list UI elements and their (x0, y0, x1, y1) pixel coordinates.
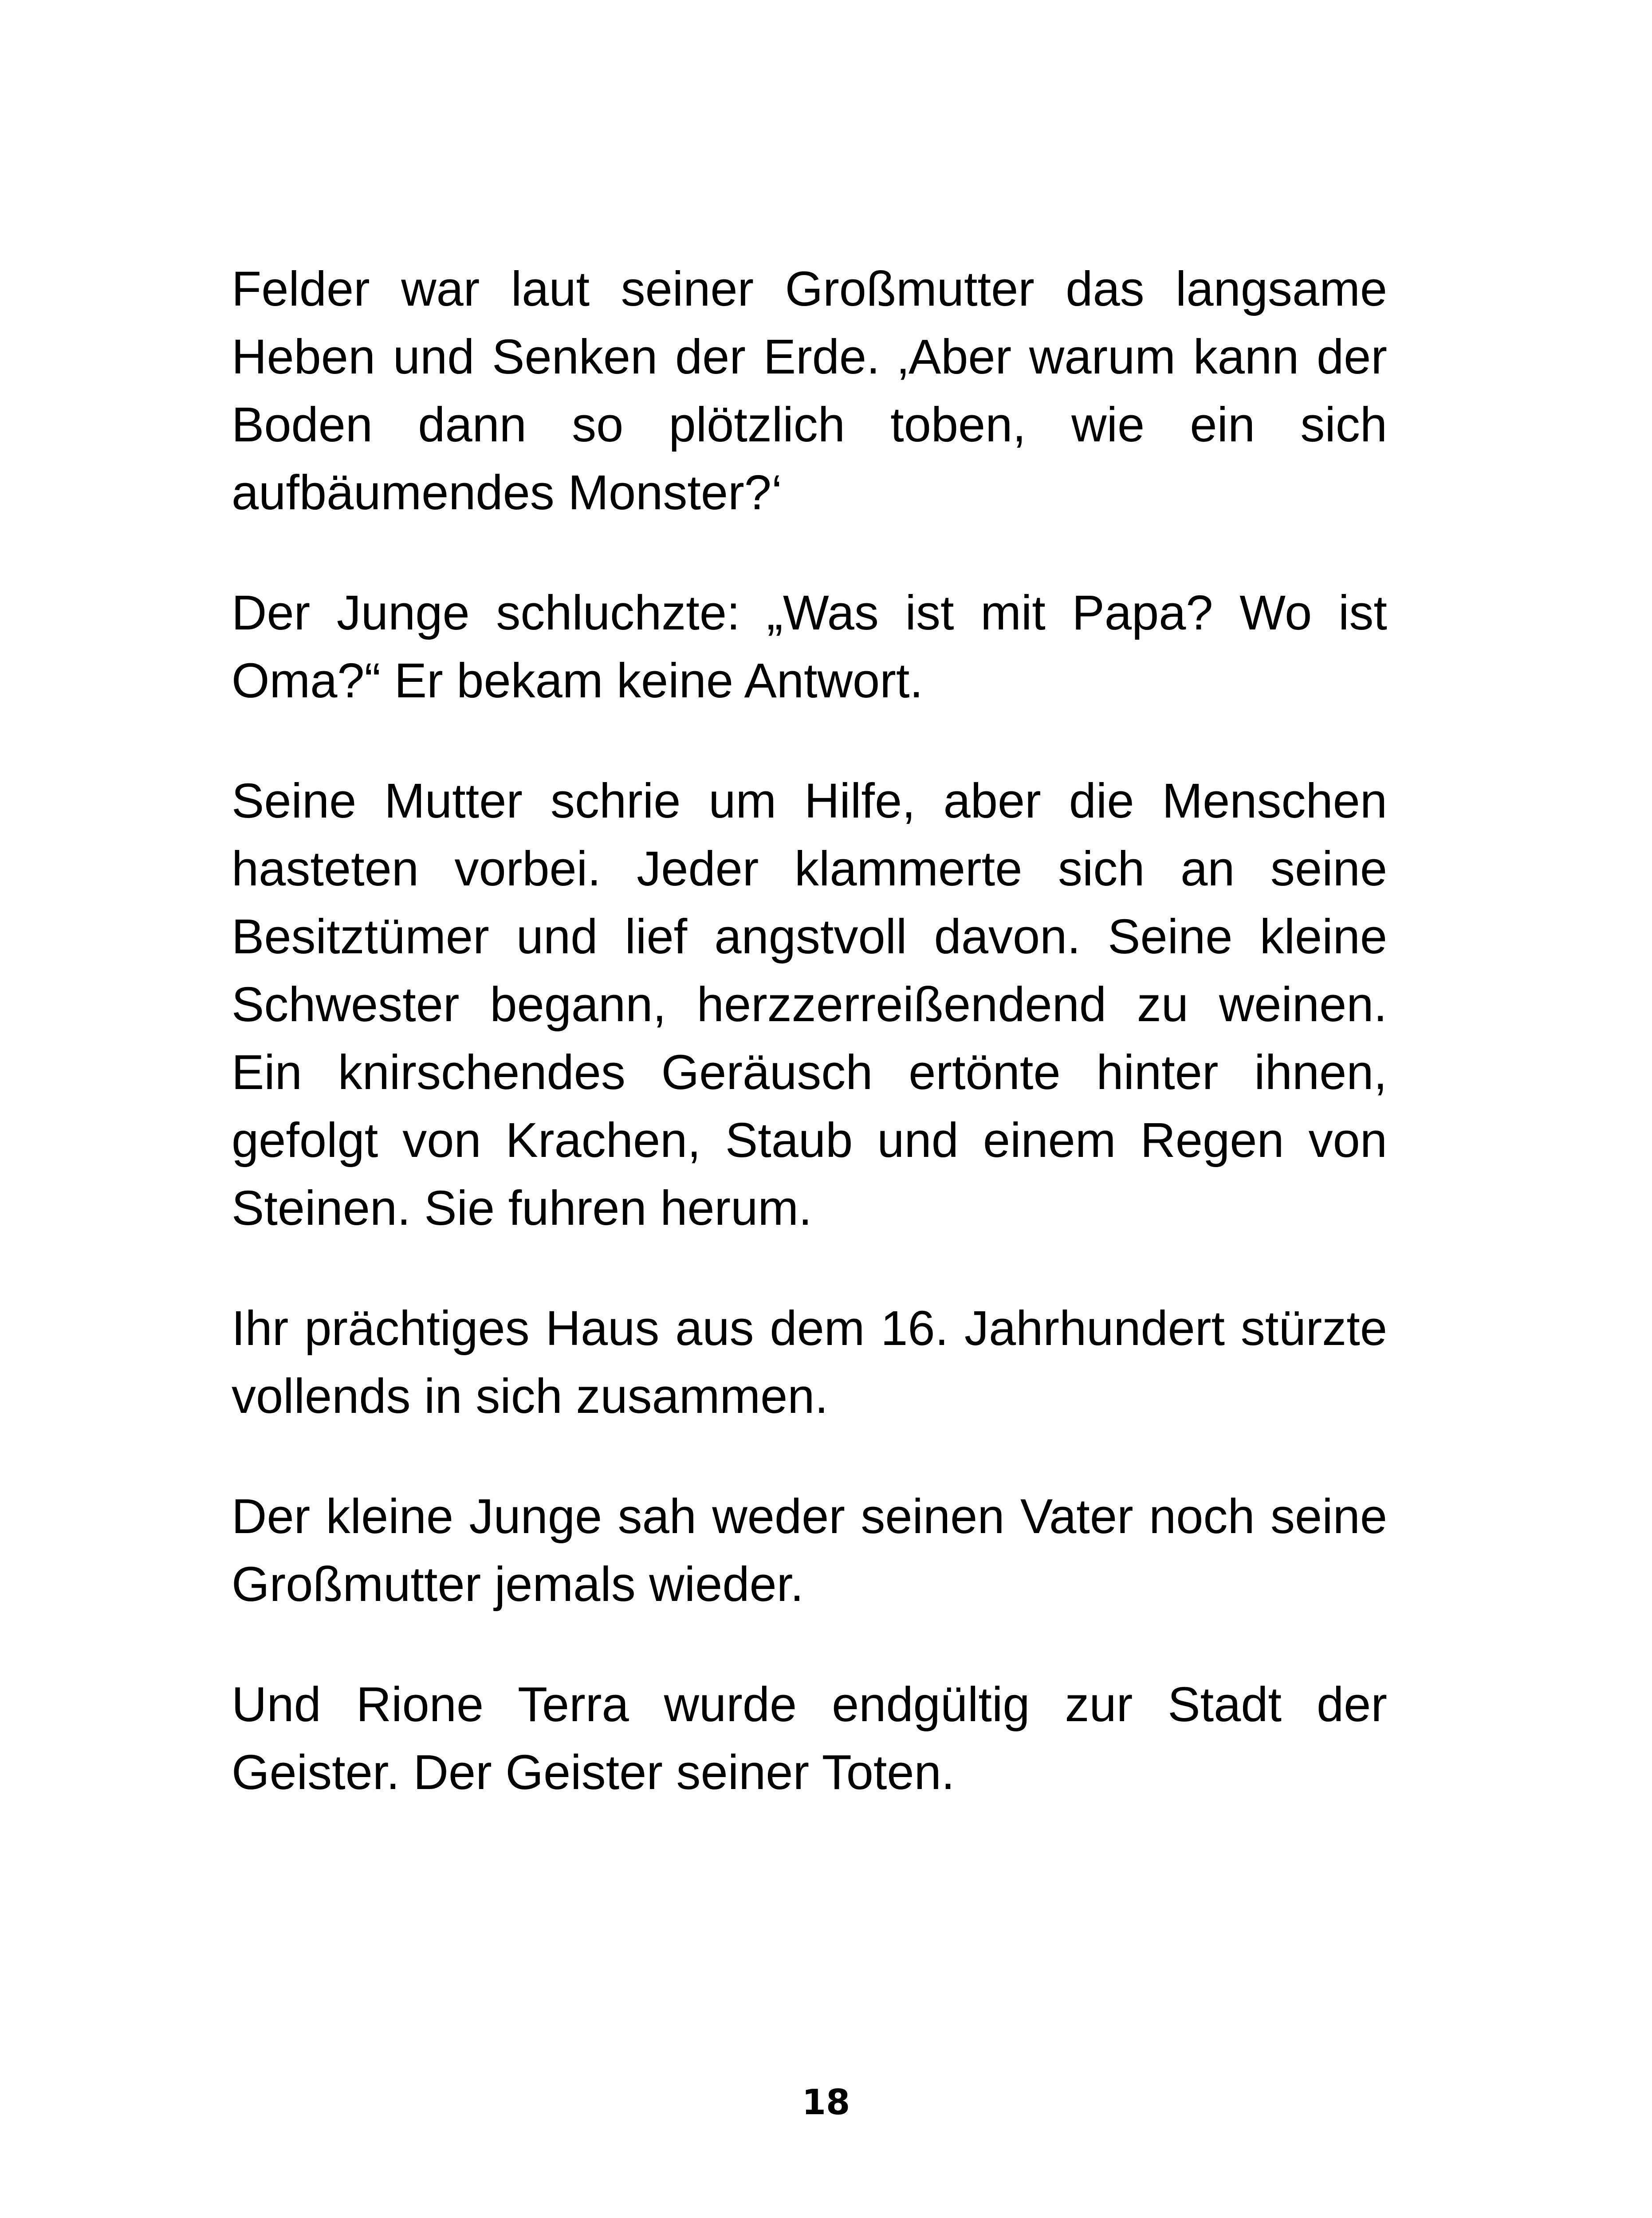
paragraph: Felder war laut seiner Großmutter das langsame Heben und Senken der Erde. ‚Aber warum kann der Boden dann so plötzlich toben, wie ein sich aufbäumendes Monster?‘ (232, 262, 1387, 520)
page-number: 18 (802, 2083, 850, 2123)
paragraph: Der kleine Junge sah weder seinen Vater noch seine Großmutter jemals wieder. (232, 1489, 1387, 1612)
paragraph: Ihr prächtiges Haus aus dem 16. Jahrhundert stürzte vollends in sich zusammen. (232, 1301, 1387, 1424)
paragraph: Der Junge schluchzte: „Was ist mit Papa? Wo ist Oma?“ Er bekam keine Antwort. (232, 586, 1387, 708)
paragraph: Seine Mutter schrie um Hilfe, aber die Menschen hasteten vorbei. Jeder klammerte sich an seine Besitztümer und lief angstvoll davon. Seine kleine Schwester begann, herzzerreißendend zu weinen. Ein knirschendes Geräusch ertönte hinter ihnen, gefolgt von Krachen, Staub und einem Regen von Steinen. Sie fuhren herum. (232, 774, 1387, 1235)
body-text (232, 255, 1387, 1859)
paragraph: Und Rione Terra wurde endgültig zur Stadt der Geister. Der Geister seiner Toten. (232, 1677, 1387, 1800)
